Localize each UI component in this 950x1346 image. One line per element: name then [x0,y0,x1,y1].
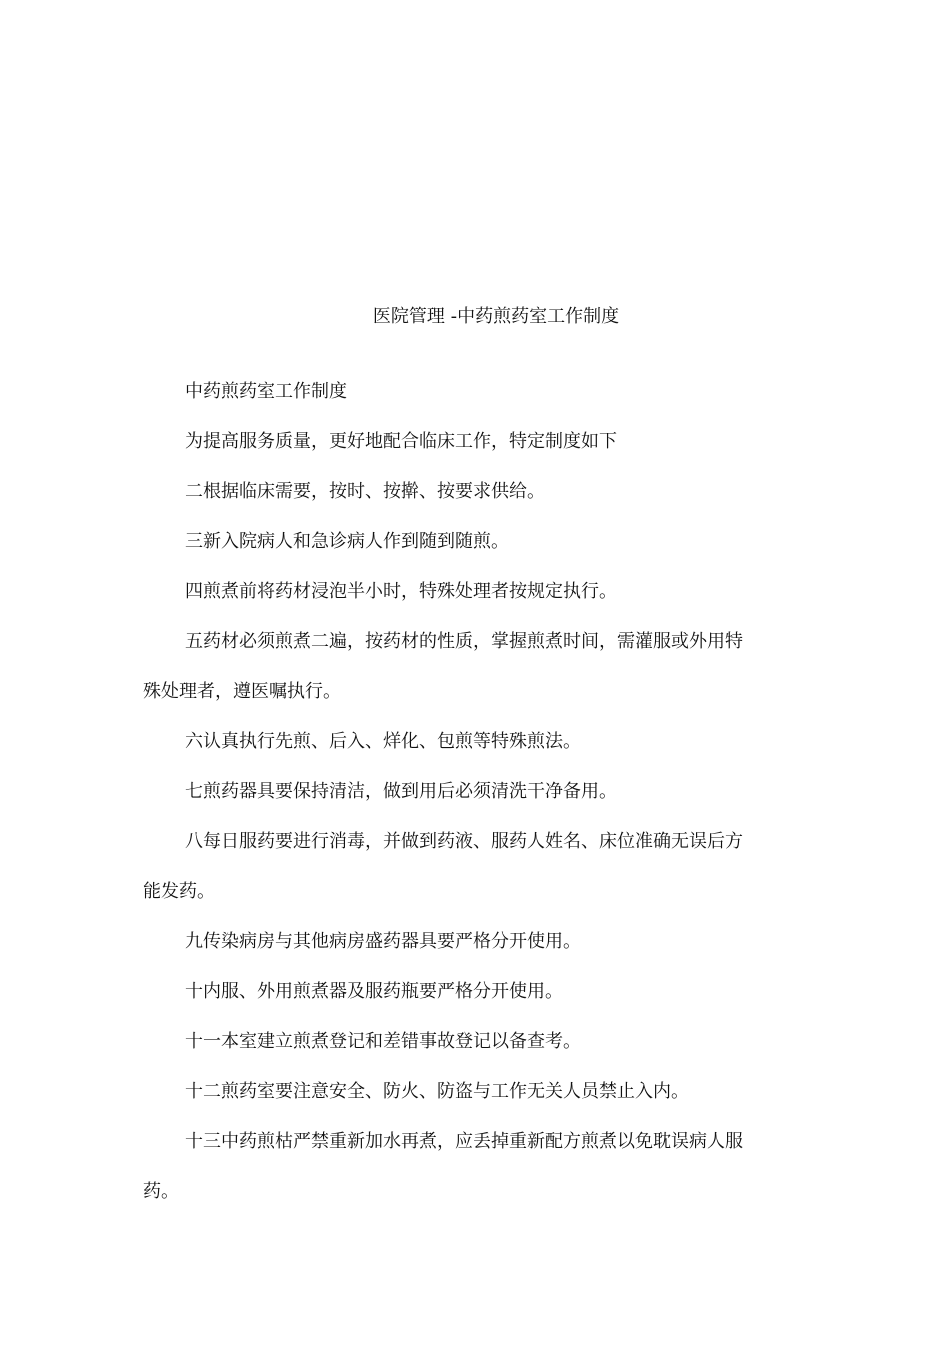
paragraph-rule-6: 六认真执行先煎、后入、烊化、包煎等特殊煎法。 [185,731,581,752]
paragraph-intro: 为提高服务质量，更好地配合临床工作，特定制度如下 [185,431,617,452]
paragraph-rule-8: 八每日服药要进行消毒，并做到药液、服药人姓名、床位准确无误后方能发药。 [143,831,743,902]
paragraph-rule-7: 七煎药器具要保持清洁，做到用后必须清洗干净备用。 [185,781,617,802]
paragraph-rule-3: 三新入院病人和急诊病人作到随到随煎。 [185,531,509,552]
paragraph-rule-5: 五药材必须煎煮二遍，按药材的性质，掌握煎煮时间，需灌服或外用特殊处理者，遵医嘱执行。 [143,631,743,702]
paragraph-rule-10: 十内服、外用煎煮器及服药瓶要严格分开使用。 [185,981,563,1002]
paragraph-rule-9: 九传染病房与其他病房盛药器具要严格分开使用。 [185,931,581,952]
document-title: 医院管理 -中药煎药室工作制度 [372,306,620,327]
paragraph-heading: 中药煎药室工作制度 [185,381,347,402]
paragraph-rule-12: 十二煎药室要注意安全、防火、防盗与工作无关人员禁止入内。 [185,1081,689,1102]
document-body [143,367,755,1217]
paragraph-rule-13: 十三中药煎枯严禁重新加水再煮，应丢掉重新配方煎煮以免耽误病人服药。 [143,1131,743,1202]
paragraph-rule-4: 四煎煮前将药材浸泡半小时，特殊处理者按规定执行。 [185,581,617,602]
paragraph-rule-2: 二根据临床需要，按时、按擀、按要求供给。 [185,481,545,502]
paragraph-rule-11: 十一本室建立煎煮登记和差错事故登记以备查考。 [185,1031,581,1052]
